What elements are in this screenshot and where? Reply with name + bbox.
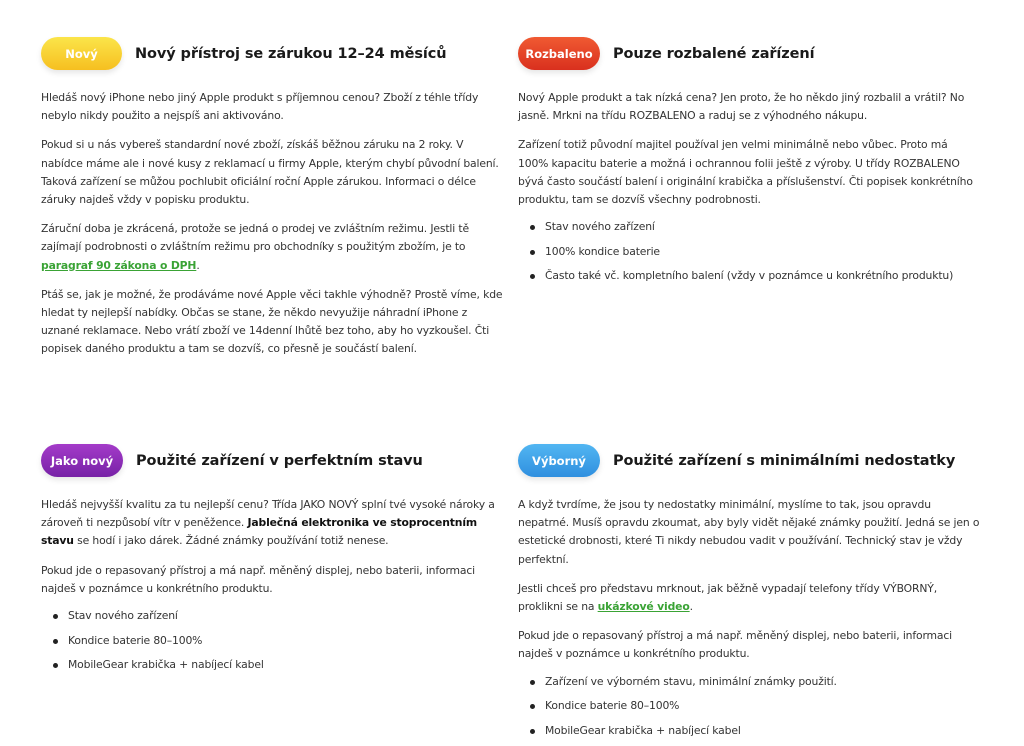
feature-list [518,218,980,285]
section-body [518,496,980,740]
badge-like-new: Jako nový [41,444,123,477]
paragraph: Pokud jde o repasovaný přístroj a má např. měněný displej, nebo baterii, informaci najdeš v poznámce u konkrétního produktu. [41,563,476,595]
paragraph-text: se hodí i jako dárek. Žádné známky používání totiž nenese. [73,534,389,548]
list-item: Zařízení ve výborném stavu, minimální známky použití. [518,673,980,691]
list-item: MobileGear krabička + nabíjecí kabel [518,722,980,740]
paragraph-text: . [196,258,200,272]
section-excellent [518,444,980,746]
paragraph-text: Jestli chceš pro představu mrknout, jak běžně vypadají telefony třídy VÝBORNÝ, proklikni se na [518,581,937,614]
paragraph: Zařízení totiž původní majitel používal jen velmi minimálně nebo vůbec. Proto má 100% kapacitu baterie a možná i ochrannou folii ještě z výroby. U třídy ROZBALENO bývá často součástí balení i originální krabička a příslušenství. Čti popisek konkrétního produktu, tam se dozvíš všechny podrobnosti. [518,138,973,207]
paragraph [41,220,503,275]
section-title: Použité zařízení v perfektním stavu [136,452,423,469]
section-header [518,37,980,70]
section-body [518,89,980,285]
paragraph: Ptáš se, jak je možné, že prodáváme nové Apple věci takhle výhodně? Prostě víme, kde hledat ty nejlepší nabídky. Občas se stane, že někdo nevyužije náhradní iPhone z uznané reklamace. Nebo vrátí zboží ve 14denní lhůtě bez toho, aby ho vyzkoušel. Čti popisek daného produktu a tam se dozvíš, co přesně je součástí balení. [41,287,503,356]
section-title: Nový přístroj se zárukou 12–24 měsíců [135,45,447,62]
list-item: MobileGear krabička + nabíjecí kabel [41,656,503,674]
list-item: Často také vč. kompletního balení (vždy v poznámce u konkrétního produktu) [518,267,980,285]
bold-text: Jablečná elektronika ve stoprocentním stavu [41,516,477,548]
section-header [41,37,503,70]
badge-new: Nový [41,37,122,70]
paragraph-text: Hledáš nejvyšší kvalitu za tu nejlepší cenu? Třída JAKO NOVÝ splní tvé vysoké nároky a zároveň ti nezpůsobí vítr v peněžence. [41,498,495,530]
section-like-new [41,444,503,681]
sample-video-link[interactable]: ukázkové video [597,600,690,614]
list-item: Kondice baterie 80–100% [518,697,980,715]
badge-unboxed: Rozbaleno [518,37,600,70]
feature-list [518,673,980,740]
paragraph: Pokud jde o repasovaný přístroj a má např. měněný displej, nebo baterii, informaci najdeš v poznámce u konkrétního produktu. [518,629,953,661]
paragraph: Pokud si u nás vybereš standardní nové zboží, získáš běžnou záruku na 2 roky. V nabídce máme ale i nové kusy z reklamací u firmy Apple, kterým chybí původní balení. Taková zařízení se můžou pochlubit oficiální roční Apple zárukou. Informaci o délce záruky najdeš vždy v popisku produktu. [41,138,499,207]
section-body [41,496,503,674]
list-item: Stav nového zařízení [41,607,503,625]
paragraph: Nový Apple produkt a tak nízká cena? Jen proto, že ho někdo jiný rozbalil a vrátil? No jasně. Mrkni na třídu ROZBALENO a raduj se z výhodného nákupu. [518,91,965,123]
paragraph: Hledáš nový iPhone nebo jiný Apple produkt s příjemnou cenou? Zboží z téhle třídy nebylo nikdy použito a nejspíš ani aktivováno. [41,91,479,123]
section-header [41,444,503,477]
paragraph-text: . [689,600,693,614]
list-item: Kondice baterie 80–100% [41,632,503,650]
feature-list [41,607,503,674]
section-title: Pouze rozbalené zařízení [613,45,815,62]
badge-excellent: Výborný [518,444,600,477]
section-unboxed [518,37,980,292]
paragraph-text: Záruční doba je zkrácená, protože se jedná o prodej ve zvláštním režimu. Jestli tě zajímají podrobnosti o zvláštním režimu pro obchodníky s použitým zbožím, je to [41,222,469,254]
paragraph: A když tvrdíme, že jsou ty nedostatky minimální, myslíme to tak, jsou opravdu nepatrné. Musíš opravdu zkoumat, aby byly vidět nějaké známky použití. Jedná se jen o estetické drobnosti, které Ti nikdy nebudou vadit v používání. Technický stav je vždy perfektní. [518,498,980,566]
paragraph [41,496,503,551]
list-item: Stav nového zařízení [518,218,980,236]
section-new [41,37,503,370]
list-item: 100% kondice baterie [518,243,980,261]
vat-law-link[interactable]: paragraf 90 zákona o DPH [41,258,197,272]
paragraph [518,580,980,616]
section-header [518,444,980,477]
section-title: Použité zařízení s minimálními nedostatky [613,452,956,469]
section-body [41,89,503,359]
